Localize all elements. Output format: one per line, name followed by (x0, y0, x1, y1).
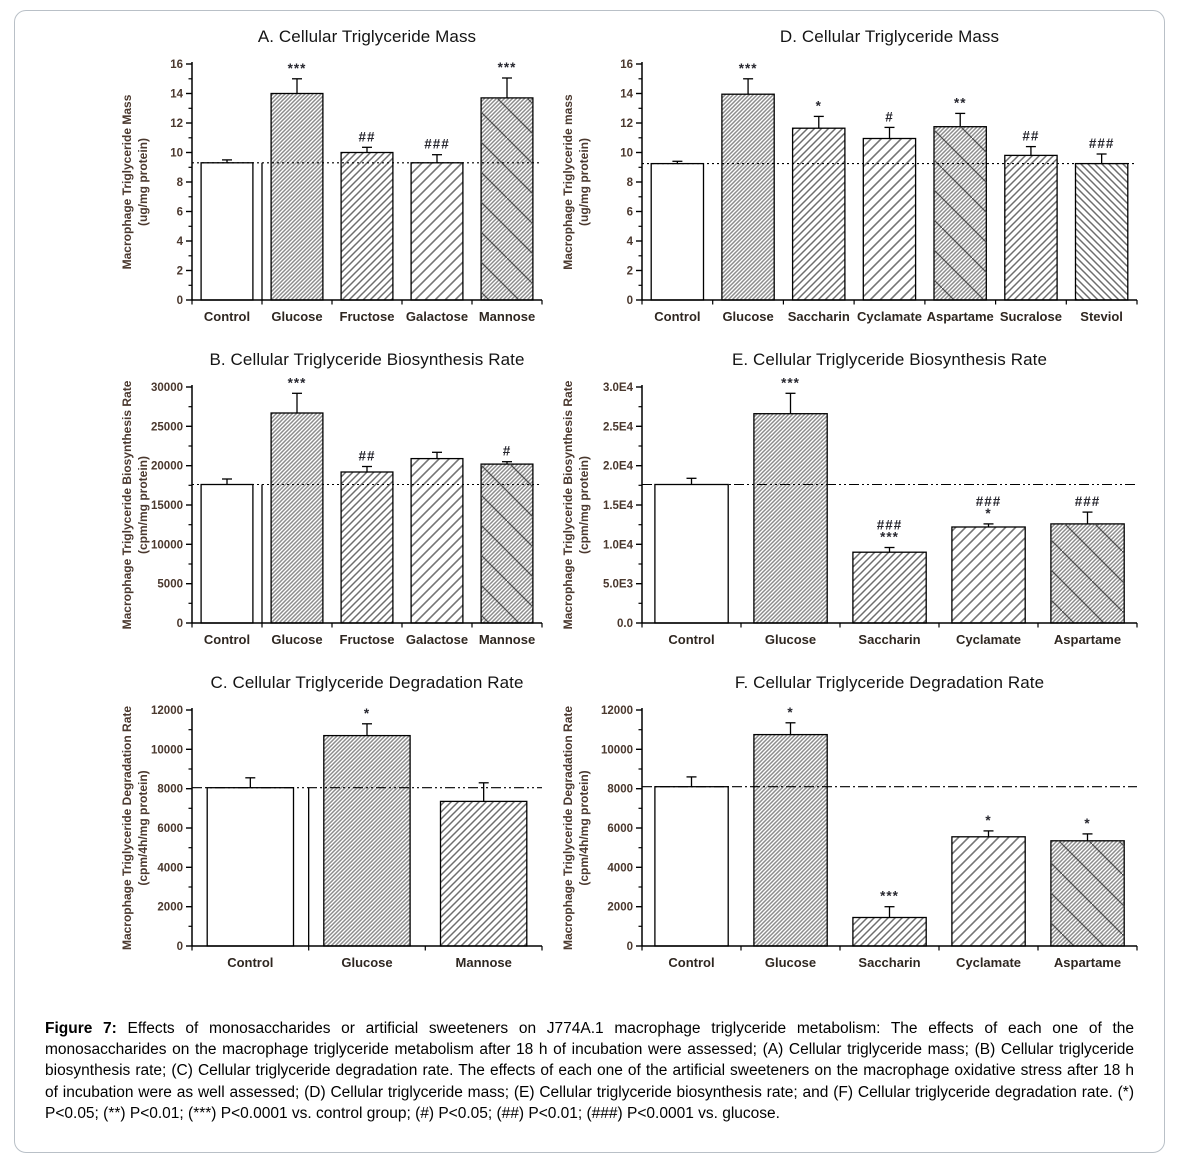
error-bar (786, 723, 796, 735)
x-category-label: Saccharin (858, 632, 921, 647)
chart-title-a: A. Cellular Triglyceride Mass (257, 27, 477, 46)
significance-label: * (815, 98, 822, 114)
y-axis-label (120, 380, 150, 629)
significance-label: ### (1088, 136, 1115, 151)
significance-label: *** (287, 60, 307, 76)
significance-label: ** (953, 95, 967, 111)
svg-text:Macrophage Triglyceride Biosyn: Macrophage Triglyceride Biosynthesis Rate (561, 380, 575, 630)
figure-caption (21, 1012, 1158, 1133)
bars (207, 706, 527, 946)
bar-glucose (754, 735, 827, 946)
chart-canvas-e (552, 371, 1172, 663)
y-tick-label: 0 (626, 941, 633, 953)
y-tick-label: 2000 (157, 901, 183, 914)
bars (655, 375, 1124, 623)
x-category-label: Aspartame (1053, 632, 1122, 647)
y-tick-label: 5.0E3 (602, 578, 633, 591)
error-bar (743, 79, 753, 94)
error-bar (502, 78, 512, 98)
chart-title-c: C. Cellular Triglyceride Degradation Rate (210, 673, 524, 692)
bar-saccharin (853, 552, 926, 623)
x-category-label: Control (203, 309, 251, 324)
chart-canvas-a (27, 48, 552, 340)
bar-cyclamate (952, 837, 1025, 946)
y-tick-label: 4000 (157, 862, 183, 875)
y-tick-label: 2.5E4 (602, 421, 633, 434)
significance-label: ### (1074, 494, 1101, 510)
bar-cyclamate (952, 527, 1025, 623)
chart-svg-d (552, 48, 1172, 340)
panel-f (552, 673, 1172, 986)
significance-label: *** (497, 60, 517, 75)
y-tick-label: 16 (620, 59, 633, 71)
y-axis (151, 705, 192, 953)
x-category-label: Galactose (405, 632, 469, 647)
error-bar (479, 783, 489, 802)
significance-label: *** (287, 375, 307, 391)
chart-canvas-d (552, 48, 1172, 340)
x-category-label: Mannose (455, 955, 512, 970)
significance-label: *** (781, 375, 800, 391)
bar-mannose (441, 801, 527, 946)
y-axis (170, 59, 192, 307)
chart-svg-a (27, 48, 552, 340)
error-bar (222, 479, 232, 485)
y-tick-label: 6000 (157, 823, 183, 835)
y-tick-label: 10 (620, 147, 633, 160)
error-bar (955, 113, 965, 126)
y-tick-label: 6 (626, 206, 633, 219)
error-bar (362, 467, 372, 473)
error-bar (1083, 512, 1093, 524)
bar-glucose (324, 736, 410, 946)
y-tick-label: 0 (176, 295, 183, 307)
y-tick-label: 2000 (607, 901, 633, 914)
panel-d (552, 27, 1172, 340)
bar-control (651, 164, 703, 300)
y-axis (603, 382, 642, 630)
bar-steviol (1076, 164, 1128, 300)
chart-title-d: D. Cellular Triglyceride Mass (779, 27, 1000, 46)
bar-saccharin (793, 128, 845, 300)
error-bar (292, 79, 302, 94)
bar-control (655, 787, 728, 946)
significance-label: *** (880, 529, 899, 545)
x-category-label: Control (227, 955, 274, 970)
bars (655, 705, 1124, 946)
svg-text:Macrophage Triglyceride Mass: Macrophage Triglyceride Mass (120, 94, 134, 270)
caption-text: Effects of monosaccharides or artificial sweeteners on J774A.1 macrophage triglyceride metabolism: The effects of each one of the monosaccharides on the macrophage triglyceride metabolism after 18 h of incubation were assessed; (A) Cellular triglyceride mass; (B) Cellular triglyceride biosynthesis rate; (C) Cellular triglyceride degradation rate. The effects of each one of the artificial sweeteners on the macrophage oxidative stress after 18 h of incubation were as well assessed; (D) Cellular triglyceride mass; (E) Cellular triglyceride biosynthesis rate; and (F) Cellular triglyceride degradation rate. (*) P<0.05; (**) P<0.01; (***) P<0.0001 vs. control group; (#) P<0.05; (##) P<0.01; (###) P<0.0001 vs. glucose. (45, 1019, 1135, 1122)
svg-text:Macrophage Triglyceride Degrad: Macrophage Triglyceride Degradation Rate (120, 705, 134, 951)
significance-label: * (985, 812, 992, 828)
y-tick-label: 14 (620, 88, 633, 101)
y-tick-label: 1.0E4 (602, 539, 633, 552)
y-axis-label (561, 706, 591, 950)
y-axis (620, 59, 642, 307)
y-tick-label: 15000 (151, 500, 183, 512)
error-bar (292, 393, 302, 413)
y-tick-label: 12000 (151, 705, 183, 717)
y-axis (601, 705, 642, 953)
x-category-label: Aspartame (1053, 955, 1122, 970)
bar-galactose (411, 459, 463, 623)
y-tick-label: 0 (176, 941, 183, 953)
charts-grid (21, 27, 1158, 996)
x-category-label: Control (668, 955, 715, 970)
y-tick-label: 8000 (607, 783, 633, 796)
significance-label: * (1084, 815, 1091, 831)
x-category-label: Fructose (339, 309, 395, 324)
y-tick-label: 3.0E4 (602, 382, 633, 394)
x-category-label: Fructose (339, 632, 395, 647)
x-category-label: Sucralose (999, 309, 1062, 324)
y-axis-label (561, 380, 591, 629)
significance-label: ## (1022, 128, 1040, 144)
x-category-label: Control (203, 632, 251, 647)
significance-label: * (363, 705, 371, 721)
error-bar (984, 831, 994, 837)
x-category-label: Glucose (271, 309, 323, 324)
y-tick-label: 16 (170, 59, 183, 71)
y-tick-label: 10 (170, 147, 183, 160)
error-bar (885, 548, 895, 553)
figure-frame (14, 10, 1165, 1153)
y-tick-label: 12 (620, 118, 633, 130)
chart-title-e: E. Cellular Triglyceride Biosynthesis Rate (731, 350, 1048, 369)
chart-title-f: F. Cellular Triglyceride Degradation Rate (734, 673, 1045, 692)
x-category-label: Cyclamate (955, 632, 1022, 647)
chart-canvas-c (27, 694, 552, 986)
x-axis (642, 623, 1137, 647)
bar-fructose (341, 153, 393, 301)
error-bar (687, 478, 697, 484)
y-tick-label: 6 (176, 206, 183, 219)
y-tick-label: 4 (626, 236, 633, 248)
error-bar (687, 777, 697, 787)
bars (201, 375, 533, 623)
panel-e (552, 350, 1172, 663)
x-category-label: Glucose (722, 309, 774, 324)
error-bar (814, 116, 824, 128)
y-tick-label: 10000 (151, 744, 183, 757)
chart-canvas-b (27, 371, 552, 663)
x-category-label: Control (654, 309, 701, 324)
y-tick-label: 8000 (157, 783, 183, 796)
bar-glucose (722, 94, 774, 300)
significance-label: *** (880, 888, 899, 904)
x-axis (642, 946, 1137, 970)
y-axis-label (120, 706, 150, 950)
significance-label: ### (424, 136, 450, 152)
y-tick-label: 20000 (151, 460, 183, 473)
bar-saccharin (853, 918, 926, 947)
error-bar (786, 393, 796, 413)
svg-text:(ug/mg protein): (ug/mg protein) (136, 138, 150, 226)
chart-svg-f (552, 694, 1172, 986)
y-axis-label (561, 94, 591, 270)
bar-control (655, 485, 728, 624)
y-tick-label: 6000 (607, 823, 633, 835)
significance-label: * (787, 704, 794, 720)
chart-svg-b (27, 371, 552, 663)
y-tick-label: 2 (176, 265, 183, 278)
bar-sucralose (1005, 155, 1057, 300)
bar-control (207, 788, 293, 946)
svg-text:(cpm/mg protein): (cpm/mg protein) (577, 456, 591, 554)
x-category-label: Cyclamate (955, 955, 1022, 970)
error-bar (885, 127, 895, 138)
x-axis (192, 946, 542, 970)
error-bar (432, 452, 442, 458)
x-category-label: Steviol (1080, 309, 1123, 324)
significance-label: # (885, 109, 894, 125)
significance-label: ## (358, 448, 376, 464)
panel-a (27, 27, 552, 340)
x-category-label: Saccharin (858, 955, 921, 970)
bar-fructose (341, 472, 393, 623)
error-bar (362, 147, 372, 152)
x-category-label: Glucose (271, 632, 323, 647)
bars (651, 61, 1128, 300)
y-tick-label: 8 (626, 177, 633, 189)
svg-text:(ug/mg protein): (ug/mg protein) (577, 138, 591, 226)
chart-svg-e (552, 371, 1172, 663)
y-tick-label: 14 (170, 88, 183, 101)
x-category-label: Glucose (764, 632, 817, 647)
chart-title-b: B. Cellular Triglyceride Biosynthesis Rate (209, 350, 525, 369)
bar-cyclamate (863, 139, 915, 301)
x-category-label: Glucose (341, 955, 393, 970)
y-tick-label: 5000 (157, 578, 183, 591)
y-tick-label: 0 (176, 618, 183, 630)
x-axis (192, 623, 542, 647)
chart-svg-c (27, 694, 552, 986)
significance-label: ### (975, 493, 1002, 509)
x-category-label: Galactose (405, 309, 469, 324)
caption-label: Figure 7: (45, 1019, 117, 1037)
significance-label: * (985, 505, 992, 521)
y-tick-label: 4000 (607, 862, 633, 875)
bar-glucose (271, 413, 323, 623)
error-bar (362, 724, 372, 736)
bar-control (201, 163, 253, 300)
significance-label: *** (738, 60, 758, 76)
y-tick-label: 2.0E4 (602, 460, 633, 473)
y-tick-label: 4 (176, 236, 183, 248)
y-tick-label: 1.5E4 (602, 500, 633, 512)
error-bar (1097, 154, 1107, 164)
svg-text:(cpm/4h/mg protein): (cpm/4h/mg protein) (136, 770, 150, 886)
bar-control (201, 485, 253, 624)
x-category-label: Aspartame (926, 309, 994, 324)
error-bar (245, 778, 255, 788)
bar-galactose (411, 163, 463, 300)
error-bar (1083, 834, 1093, 841)
panel-b (27, 350, 552, 663)
svg-text:Macrophage Triglyceride Biosyn: Macrophage Triglyceride Biosynthesis Rate (120, 380, 134, 630)
bars (201, 60, 533, 300)
x-category-label: Cyclamate (856, 309, 923, 324)
significance-label: ### (876, 517, 903, 533)
error-bar (885, 907, 895, 918)
x-category-label: Saccharin (787, 309, 850, 324)
y-tick-label: 30000 (151, 382, 183, 394)
x-category-label: Mannose (478, 632, 536, 647)
y-tick-label: 25000 (151, 421, 183, 434)
y-tick-label: 0 (626, 295, 633, 307)
x-category-label: Mannose (478, 309, 536, 324)
y-axis (151, 382, 192, 630)
x-axis (642, 300, 1137, 324)
x-axis (192, 300, 542, 324)
y-tick-label: 12000 (601, 705, 633, 717)
y-tick-label: 2 (626, 265, 633, 278)
bar-glucose (754, 414, 827, 623)
y-tick-label: 0.0 (617, 618, 633, 630)
significance-label: ## (358, 129, 376, 145)
error-bar (1026, 147, 1036, 156)
x-category-label: Glucose (764, 955, 817, 970)
error-bar (432, 155, 442, 163)
chart-canvas-f (552, 694, 1172, 986)
bar-glucose (271, 94, 323, 301)
svg-text:(cpm/mg protein): (cpm/mg protein) (136, 456, 150, 554)
significance-label: # (502, 443, 512, 459)
y-tick-label: 12 (170, 118, 183, 130)
svg-text:Macrophage Triglyceride Degrad: Macrophage Triglyceride Degradation Rate (561, 705, 575, 951)
y-tick-label: 8 (176, 177, 183, 189)
x-category-label: Control (668, 632, 715, 647)
y-tick-label: 10000 (151, 539, 183, 552)
svg-text:Macrophage Triglyceride mass: Macrophage Triglyceride mass (561, 94, 575, 270)
y-axis-label (120, 94, 150, 269)
y-tick-label: 10000 (601, 744, 633, 757)
panel-c (27, 673, 552, 986)
svg-text:(cpm/4h/mg protein): (cpm/4h/mg protein) (577, 770, 591, 886)
